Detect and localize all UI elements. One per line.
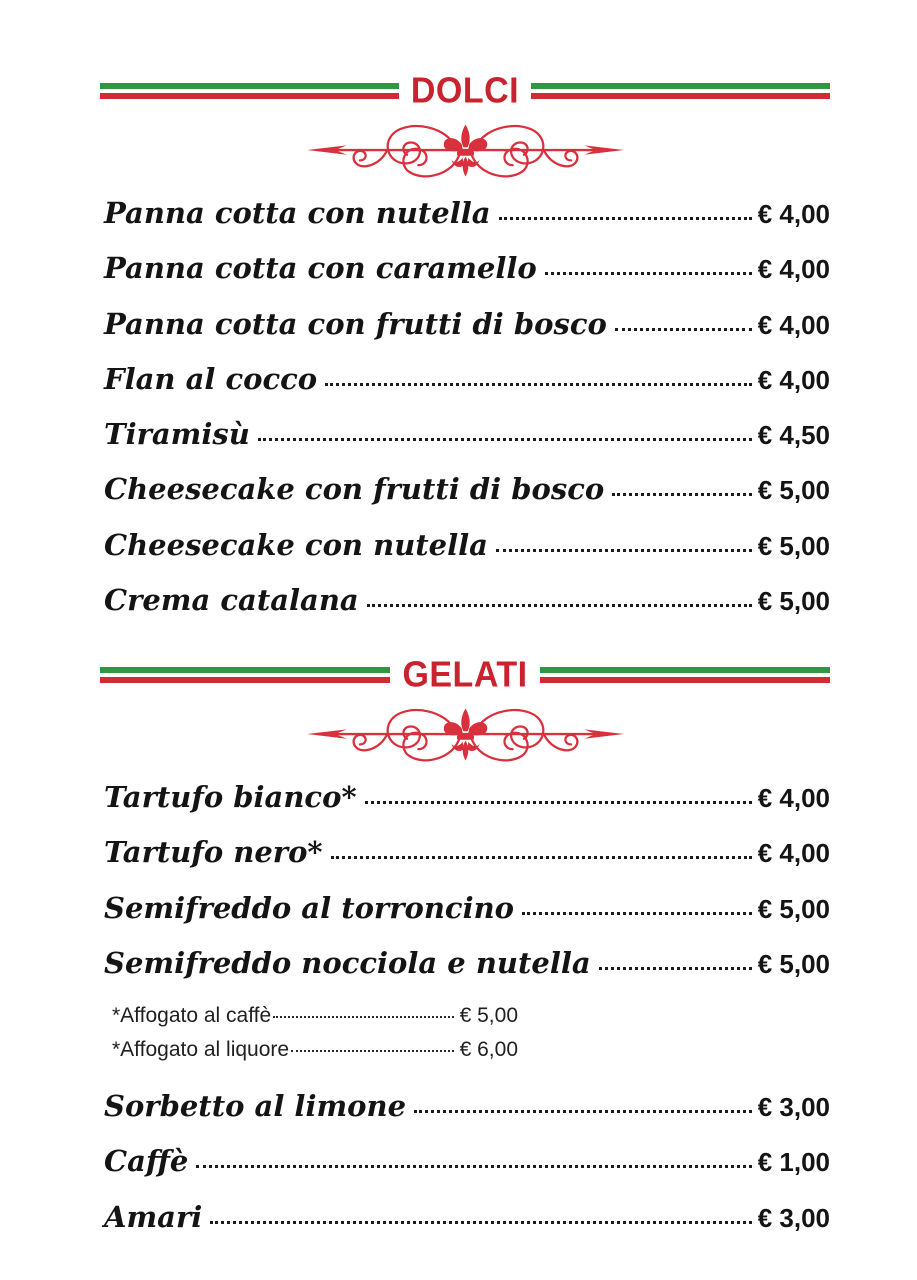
menu-item-price: € 4,00 bbox=[757, 254, 830, 285]
dotted-leader bbox=[612, 493, 752, 496]
dotted-leader bbox=[325, 383, 752, 386]
section-dolci bbox=[100, 71, 830, 619]
dotted-leader bbox=[545, 272, 752, 275]
dotted-leader bbox=[414, 1110, 752, 1113]
menu-item-name: Semifreddo nocciola e nutella bbox=[104, 945, 591, 980]
menu-item bbox=[104, 581, 830, 619]
dotted-leader bbox=[499, 217, 752, 220]
dotted-leader bbox=[496, 549, 752, 552]
menu-item bbox=[104, 360, 830, 398]
menu-item-price: € 1,00 bbox=[757, 1147, 830, 1178]
menu-item bbox=[104, 833, 830, 871]
section-gelati bbox=[100, 655, 830, 1236]
affogato-notes bbox=[112, 999, 518, 1067]
menu-item-name: Crema catalana bbox=[104, 582, 359, 617]
menu-item bbox=[104, 249, 830, 287]
menu-item-price: € 5,00 bbox=[757, 530, 830, 561]
menu-item-name: Cheesecake con nutella bbox=[104, 527, 488, 562]
dolci-items bbox=[100, 194, 830, 619]
menu-item-price: € 5,00 bbox=[757, 475, 830, 506]
section-title-dolci: DOLCI bbox=[410, 71, 520, 111]
menu-item-name: Tartufo nero* bbox=[104, 835, 323, 870]
dotted-leader bbox=[599, 967, 752, 970]
dotted-leader bbox=[258, 438, 752, 441]
menu-item bbox=[104, 470, 830, 508]
flag-rule-left bbox=[100, 667, 390, 683]
menu-item-name: Cheesecake con frutti di bosco bbox=[104, 472, 605, 507]
dotted-leader bbox=[522, 912, 752, 915]
red-bar bbox=[100, 677, 390, 683]
menu-item bbox=[104, 778, 830, 816]
green-bar bbox=[540, 667, 830, 673]
flourish-divider-icon bbox=[100, 118, 830, 184]
menu-item-name: Sorbetto al limone bbox=[104, 1089, 407, 1124]
fleur-de-lis-flourish-icon bbox=[298, 118, 633, 184]
dotted-leader bbox=[196, 1165, 751, 1168]
menu-item-name: Amari bbox=[104, 1199, 203, 1234]
menu-item-name: Panna cotta con frutti di bosco bbox=[104, 306, 607, 341]
section-header-dolci bbox=[100, 71, 830, 111]
menu-item-price: € 5,00 bbox=[757, 893, 830, 924]
gelati-items-after-notes bbox=[100, 1087, 830, 1236]
red-bar bbox=[531, 93, 830, 99]
dotted-leader bbox=[367, 604, 752, 607]
red-bar bbox=[100, 93, 399, 99]
dotted-leader bbox=[615, 328, 752, 331]
note-label: *Affogato al liquore bbox=[112, 1038, 290, 1062]
section-title-gelati: GELATI bbox=[402, 655, 528, 696]
menu-item bbox=[104, 1198, 830, 1236]
menu-item-price: € 4,00 bbox=[757, 364, 830, 395]
menu-item-name: Semifreddo al torroncino bbox=[104, 890, 515, 925]
dotted-leader bbox=[210, 1221, 751, 1224]
dotted-leader bbox=[331, 856, 752, 859]
dotted-leader bbox=[273, 1016, 453, 1018]
gelati-items bbox=[100, 778, 830, 982]
menu-item-price: € 4,00 bbox=[757, 838, 830, 869]
note-price: € 6,00 bbox=[459, 1038, 518, 1062]
menu-item bbox=[104, 1087, 830, 1125]
flag-rule-right bbox=[540, 667, 830, 683]
section-header-gelati bbox=[100, 655, 830, 696]
menu-note bbox=[112, 1033, 518, 1067]
menu-item bbox=[104, 194, 830, 232]
menu-item-name: Flan al cocco bbox=[104, 361, 318, 396]
fleur-de-lis-flourish-icon bbox=[298, 702, 633, 768]
menu-item bbox=[104, 526, 830, 564]
red-bar bbox=[540, 677, 830, 683]
menu-item-name: Tiramisù bbox=[104, 417, 250, 452]
menu-item-price: € 3,00 bbox=[757, 1202, 830, 1233]
menu-note bbox=[112, 999, 518, 1033]
menu-item-name: Panna cotta con nutella bbox=[104, 196, 491, 230]
note-label: *Affogato al caffè bbox=[112, 1004, 272, 1028]
menu-item-price: € 3,00 bbox=[757, 1092, 830, 1123]
menu-item bbox=[104, 415, 830, 453]
green-bar bbox=[531, 83, 830, 89]
flourish-divider-icon bbox=[100, 702, 830, 768]
menu-item-price: € 5,00 bbox=[757, 948, 830, 979]
menu-item bbox=[104, 944, 830, 982]
menu-item-name: Panna cotta con caramello bbox=[104, 251, 537, 286]
note-price: € 5,00 bbox=[459, 1004, 518, 1028]
menu-item-price: € 4,00 bbox=[757, 199, 830, 229]
menu-item-price: € 5,00 bbox=[757, 585, 830, 616]
menu-item bbox=[104, 1142, 830, 1180]
menu-item-name: Caffè bbox=[104, 1144, 189, 1179]
menu-item-price: € 4,00 bbox=[757, 783, 830, 814]
flag-rule-right bbox=[531, 83, 830, 99]
menu-item bbox=[104, 305, 830, 343]
dotted-leader bbox=[291, 1050, 454, 1052]
menu-item-price: € 4,00 bbox=[757, 309, 830, 340]
menu-item-name: Tartufo bianco* bbox=[104, 780, 357, 815]
dotted-leader bbox=[365, 801, 752, 804]
green-bar bbox=[100, 83, 399, 89]
menu-item bbox=[104, 889, 830, 927]
green-bar bbox=[100, 667, 390, 673]
menu-item-price: € 4,50 bbox=[757, 420, 830, 451]
flag-rule-left bbox=[100, 83, 399, 99]
